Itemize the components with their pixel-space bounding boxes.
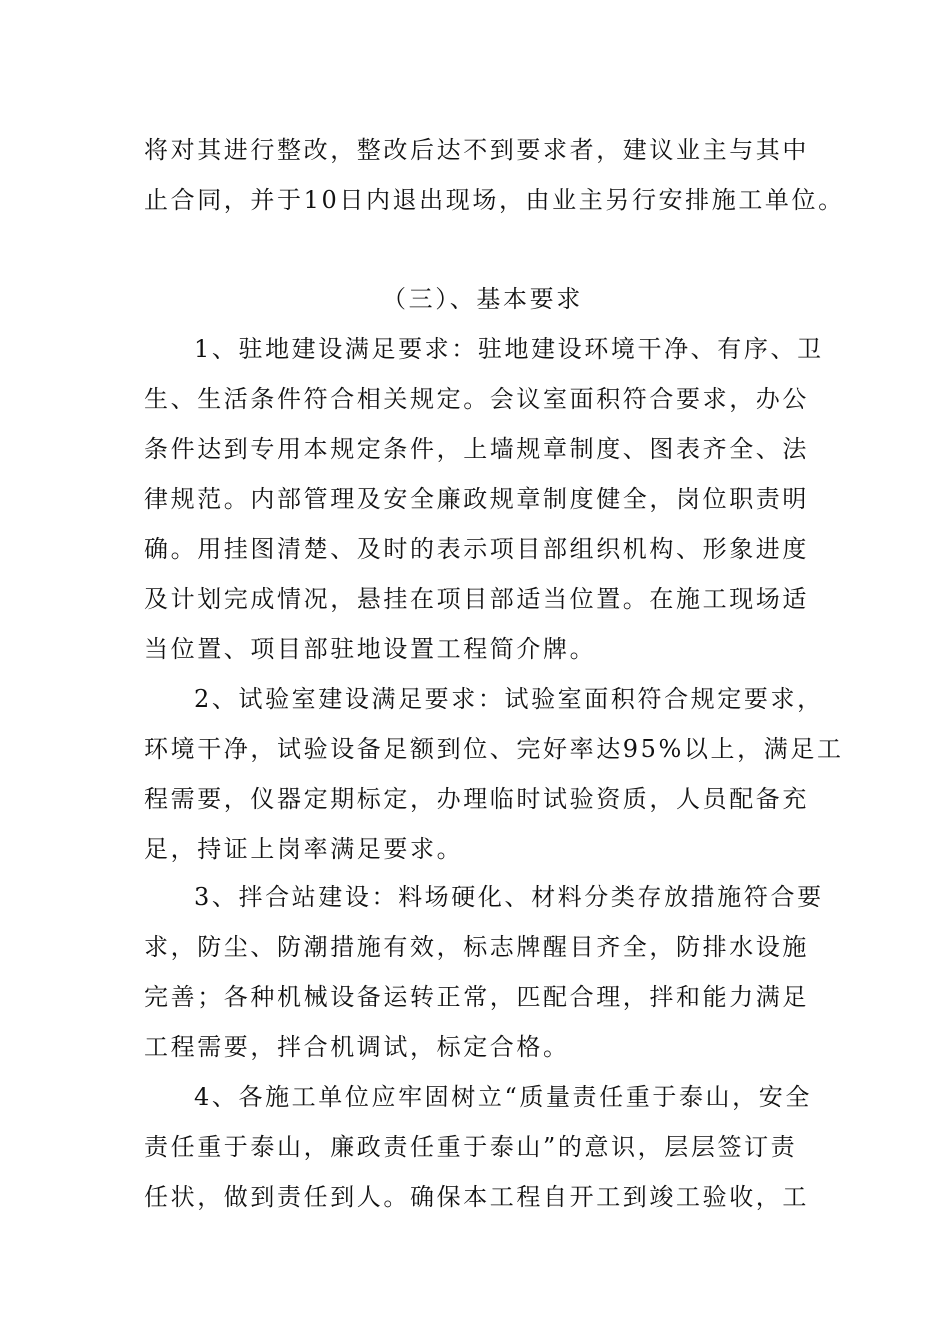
item-2-line-3: 程需要，仪器定期标定，办理临时试验资质，人员配备充 [144, 785, 809, 813]
item-4-line-3: 任状，做到责任到人。确保本工程自开工到竣工验收，工 [144, 1183, 809, 1211]
item-3-line-1: 3、拌合站建设：料场硬化、材料分类存放措施符合要 [194, 883, 824, 911]
item-3-line-3: 完善；各种机械设备运转正常，匹配合理，拌和能力满足 [144, 983, 809, 1011]
section-heading: （三）、基本要求 [382, 285, 583, 313]
item-1-line-3: 条件达到专用本规定条件，上墙规章制度、图表齐全、法 [144, 435, 809, 463]
item-3-line-2: 求，防尘、防潮措施有效，标志牌醒目齐全，防排水设施 [144, 933, 809, 961]
intro-line-2: 止合同，并于10日内退出现场，由业主另行安排施工单位。 [144, 186, 845, 214]
item-1-line-6: 及计划完成情况，悬挂在项目部适当位置。在施工现场适 [144, 585, 809, 613]
item-2-line-4: 足，持证上岗率满足要求。 [144, 835, 464, 863]
item-2-line-2: 环境干净，试验设备足额到位、完好率达95%以上，满足工 [144, 735, 844, 763]
intro-line-1: 将对其进行整改，整改后达不到要求者，建议业主与其中 [144, 136, 809, 164]
item-1-line-4: 律规范。内部管理及安全廉政规章制度健全，岗位职责明 [144, 485, 809, 513]
item-4-line-1: 4、各施工单位应牢固树立“质量责任重于泰山，安全 [194, 1083, 812, 1111]
item-3-line-4: 工程需要，拌合机调试，标定合格。 [144, 1033, 570, 1061]
item-1-line-5: 确。用挂图清楚、及时的表示项目部组织机构、形象进度 [144, 535, 809, 563]
item-2-line-1: 2、试验室建设满足要求：试验室面积符合规定要求， [194, 685, 824, 713]
item-1-line-7: 当位置、项目部驻地设置工程简介牌。 [144, 635, 597, 663]
item-1-line-2: 生、生活条件符合相关规定。会议室面积符合要求，办公 [144, 385, 809, 413]
item-4-line-2: 责任重于泰山，廉政责任重于泰山”的意识，层层签订责 [144, 1133, 798, 1161]
item-1-line-1: 1、驻地建设满足要求：驻地建设环境干净、有序、卫 [194, 335, 824, 363]
